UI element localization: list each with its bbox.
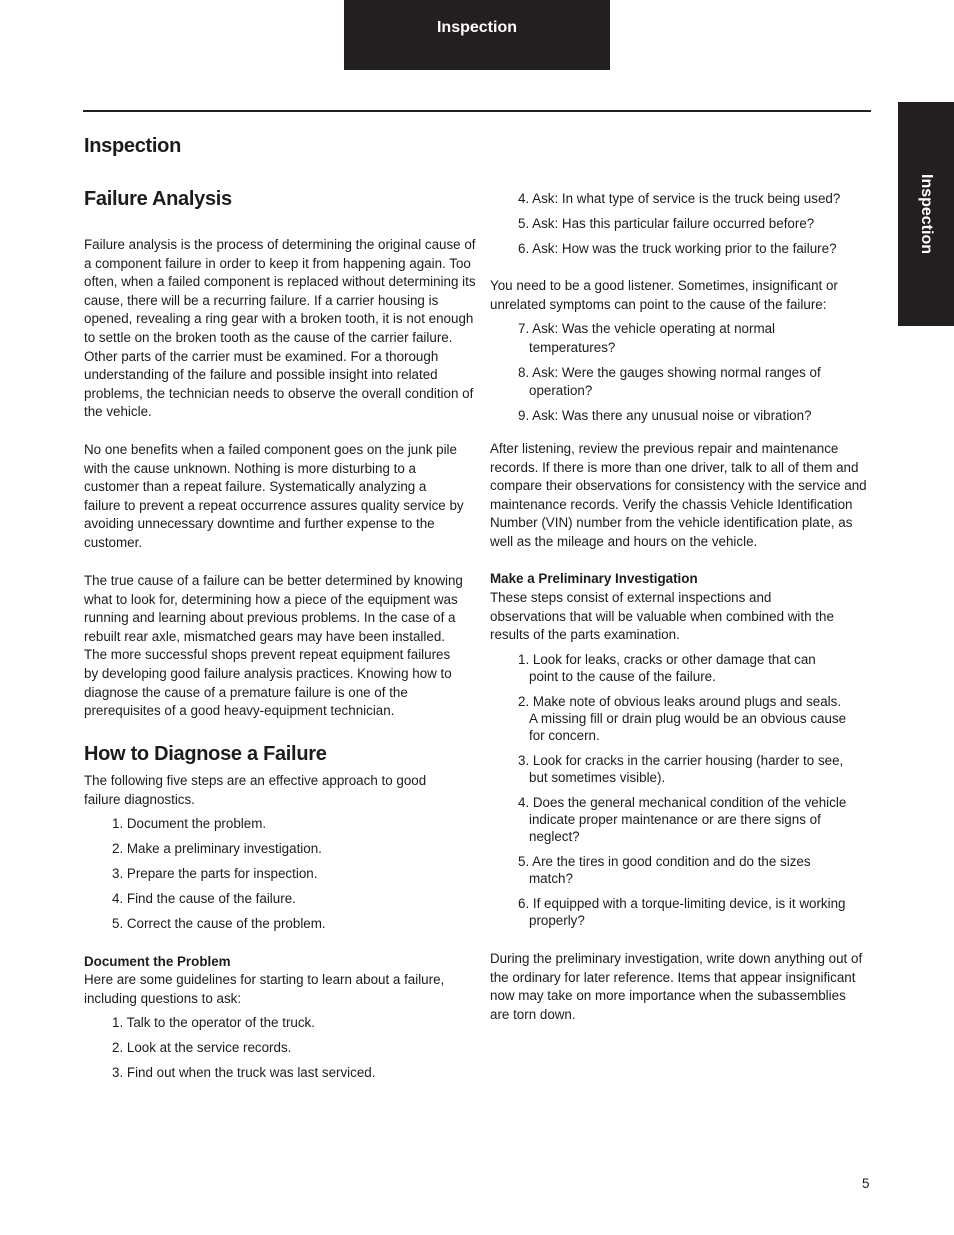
list-item: 5. Ask: Has this particular failure occurred before? xyxy=(518,215,815,231)
diagnose-heading: How to Diagnose a Failure xyxy=(84,743,327,765)
listener-paragraph: You need to be a good listener. Sometimes, insignificant or unrelated symptoms can point to the cause of the failure: xyxy=(490,278,838,312)
failure-analysis-paragraph-3: The true cause of a failure can be better determined by knowing what to look for, determining how a piece of the equipment was running and learning about previous problems. In the case of a rebuilt rear axle, mismatched gears may have been installed. The more successful shops prevent repeat equipment failures by developing good failure analysis practices. Knowing how to diagnose the cause of a premature failure is one of the prerequisites of a good heavy-equipment technician. xyxy=(84,573,463,719)
list-item: 6. Ask: How was the truck working prior to the failure? xyxy=(518,240,837,256)
list-item: 3. Find out when the truck was last serviced. xyxy=(112,1064,376,1080)
list-item: 6. If equipped with a torque-limiting device, is it working properly? xyxy=(518,896,846,928)
list-item: 7. Ask: Was the vehicle operating at normal temperatures? xyxy=(518,321,776,355)
diagnose-steps-list xyxy=(112,815,452,934)
list-item: 1. Document the problem. xyxy=(112,816,267,831)
header-tab xyxy=(344,0,610,70)
document-problem-intro: Here are some guidelines for starting to learn about a failure, including questions to ask: xyxy=(84,972,445,1006)
section-title: Inspection xyxy=(84,135,182,157)
page-number: 5 xyxy=(862,1176,870,1191)
header-tab-label: Inspection xyxy=(436,19,517,36)
list-item: 4. Ask: In what type of service is the truck being used? xyxy=(518,191,841,206)
questions-list-a xyxy=(518,190,863,259)
list-item: 2. Make note of obvious leaks around plugs and seals. A missing fill or drain plug would be an obvious cause for concern. xyxy=(518,694,847,743)
header-rule xyxy=(83,110,871,112)
preliminary-investigation-intro: These steps consist of external inspections and observations that will be valuable when combined with the results of the parts examination. xyxy=(490,590,834,643)
preliminary-steps-list xyxy=(518,651,848,929)
list-item: 4. Find the cause of the failure. xyxy=(112,890,296,906)
list-item: 8. Ask: Were the gauges showing normal ranges of operation? xyxy=(518,364,821,399)
closing-paragraph: During the preliminary investigation, write down anything out of the ordinary for later reference. Items that appear insignificant now may take on more importance when the subassemblies are torn down. xyxy=(490,951,863,1022)
list-item: 1. Look for leaks, cracks or other damage that can point to the cause of the failure. xyxy=(518,652,816,684)
list-item: 5. Correct the cause of the problem. xyxy=(112,915,326,931)
document-steps-list xyxy=(112,1014,452,1083)
list-item: 2. Make a preliminary investigation. xyxy=(112,840,322,856)
side-tab xyxy=(898,102,954,326)
failure-analysis-heading: Failure Analysis xyxy=(84,188,232,210)
diagnose-intro: The following five steps are an effective approach to good failure diagnostics. xyxy=(84,773,427,807)
list-item: 3. Prepare the parts for inspection. xyxy=(112,865,318,881)
list-item: 1. Talk to the operator of the truck. xyxy=(112,1015,315,1030)
after-listening-paragraph: After listening, review the previous repair and maintenance records. If there is more than one driver, talk to all of them and compare their observations for consistency with the service and maintenance records. Verify the chassis Vehicle Identification Number (VIN) number from the vehicle identification plate, as well as the mileage and hours on the vehicle. xyxy=(490,441,867,549)
list-item: 9. Ask: Was there any unusual noise or vibration? xyxy=(518,408,812,424)
preliminary-investigation-heading: Make a Preliminary Investigation xyxy=(490,571,698,586)
list-item: 5. Are the tires in good condition and do the sizes match? xyxy=(518,854,811,886)
side-tab-label: Inspection xyxy=(918,173,935,255)
list-item: 3. Look for cracks in the carrier housing (harder to see, but sometimes visible). xyxy=(518,753,844,785)
document-problem-heading: Document the Problem xyxy=(84,954,231,969)
questions-list-b xyxy=(518,320,833,426)
failure-analysis-paragraph-1: Failure analysis is the process of determining the original cause of a component failure in order to keep it from happening again. Too often, when a failed component is replaced without determining its cause, there will be a recurring failure. If a carrier housing is opened, revealing a ring gear with a broken tooth, it is not enough to settle on the broken tooth as the cause of the carrier failure. Other parts of the carrier must be examined. For a thorough understanding of the failure and possible insight into related problems, the technician needs to observe the overall condition of the vehicle. xyxy=(84,237,476,420)
list-item: 4. Does the general mechanical condition of the vehicle indicate proper maintenance or are there signs of neglect? xyxy=(518,795,847,844)
list-item: 2. Look at the service records. xyxy=(112,1039,292,1055)
failure-analysis-paragraph-2: No one benefits when a failed component goes on the junk pile with the cause unknown. Nothing is more disturbing to a customer than a repeat failure. Systematically analyzing a failure to prevent a repeat occurrence assures quality service by avoiding unnecessary downtime and further expense to the customer. xyxy=(84,442,464,550)
